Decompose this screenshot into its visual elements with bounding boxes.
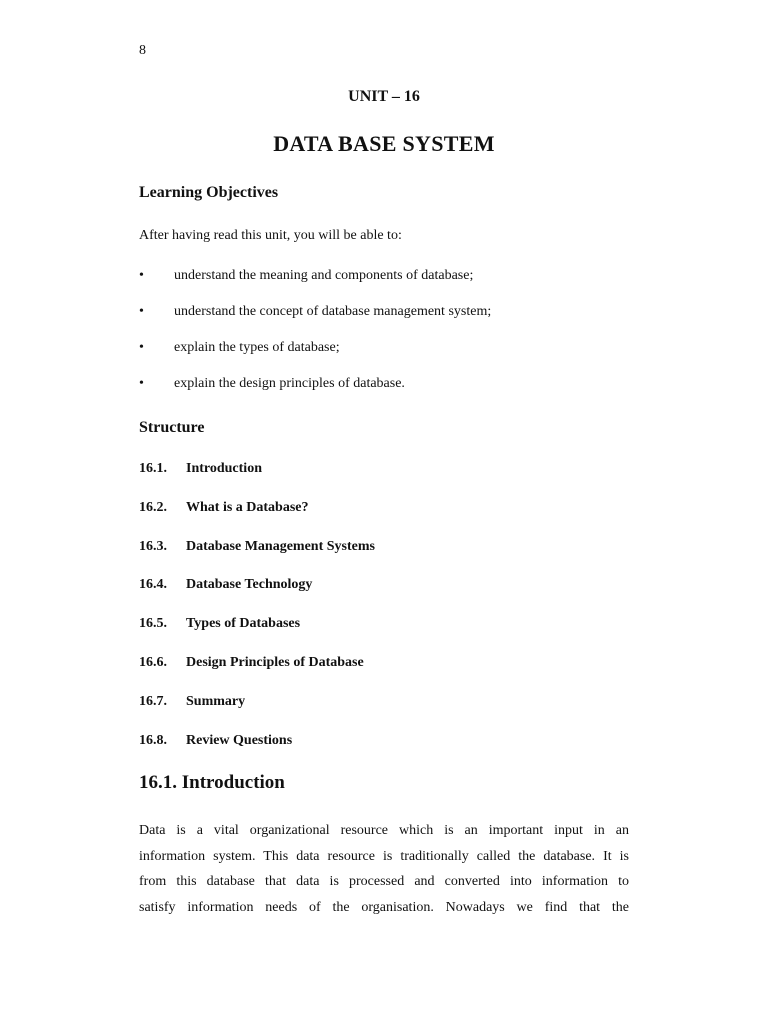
toc-title: Design Principles of Database: [186, 654, 364, 670]
paragraph-line: satisfy information needs of the organisation. Nowadays we find that the: [139, 899, 629, 915]
toc-number: 16.5.: [139, 616, 167, 632]
toc-number: 16.6.: [139, 654, 167, 670]
objective-text: understand the concept of database management system;: [174, 304, 492, 319]
objective-item: [139, 268, 491, 304]
toc-item: [139, 655, 375, 694]
toc-number: 16.4.: [139, 577, 167, 593]
structure-heading: Structure: [139, 419, 205, 436]
bullet-icon: •: [139, 304, 144, 319]
paragraph-line: from this database that data is processed and converted into information to: [139, 874, 629, 889]
unit-label: UNIT – 16: [348, 88, 420, 105]
structure-list: [139, 461, 375, 771]
toc-item: [139, 461, 375, 500]
toc-item: [139, 577, 375, 616]
bullet-icon: •: [139, 268, 144, 283]
bullet-icon: •: [139, 376, 144, 391]
toc-item: [139, 694, 375, 733]
objective-text: explain the design principles of database.: [174, 376, 405, 391]
toc-title: Review Questions: [186, 732, 293, 748]
objective-item: [139, 376, 491, 412]
toc-number: 16.8.: [139, 732, 167, 748]
unit-title: DATA BASE SYSTEM: [273, 131, 495, 156]
objective-item: [139, 340, 491, 376]
toc-number: 16.1.: [139, 461, 167, 476]
toc-title: Database Management Systems: [186, 538, 375, 554]
toc-item: [139, 500, 375, 539]
introduction-paragraph: [139, 818, 629, 920]
learning-objectives-heading: Learning Objectives: [139, 184, 279, 201]
toc-title: Database Technology: [186, 577, 313, 593]
toc-title: Introduction: [186, 461, 262, 476]
toc-item: [139, 539, 375, 578]
paragraph-line: information system. This data resource is traditionally called the database. It is: [139, 848, 629, 864]
toc-title: Summary: [186, 693, 246, 709]
introduction-heading: 16.1. Introduction: [139, 772, 285, 793]
objective-text: understand the meaning and components of database;: [174, 268, 474, 283]
toc-title: Types of Databases: [186, 616, 301, 632]
toc-title: What is a Database?: [186, 499, 309, 515]
objective-item: [139, 304, 491, 340]
bullet-icon: •: [139, 340, 144, 355]
learning-objectives-intro: After having read this unit, you will be able to:: [139, 228, 402, 243]
toc-item: [139, 616, 375, 655]
toc-number: 16.2.: [139, 499, 167, 515]
paragraph-line: Data is a vital organizational resource which is an important input in an: [139, 823, 629, 838]
toc-number: 16.7.: [139, 693, 167, 709]
toc-number: 16.3.: [139, 538, 167, 554]
objective-text: explain the types of database;: [174, 340, 340, 355]
toc-item: [139, 733, 375, 772]
page-number: 8: [139, 43, 146, 58]
objectives-list: [139, 268, 491, 412]
